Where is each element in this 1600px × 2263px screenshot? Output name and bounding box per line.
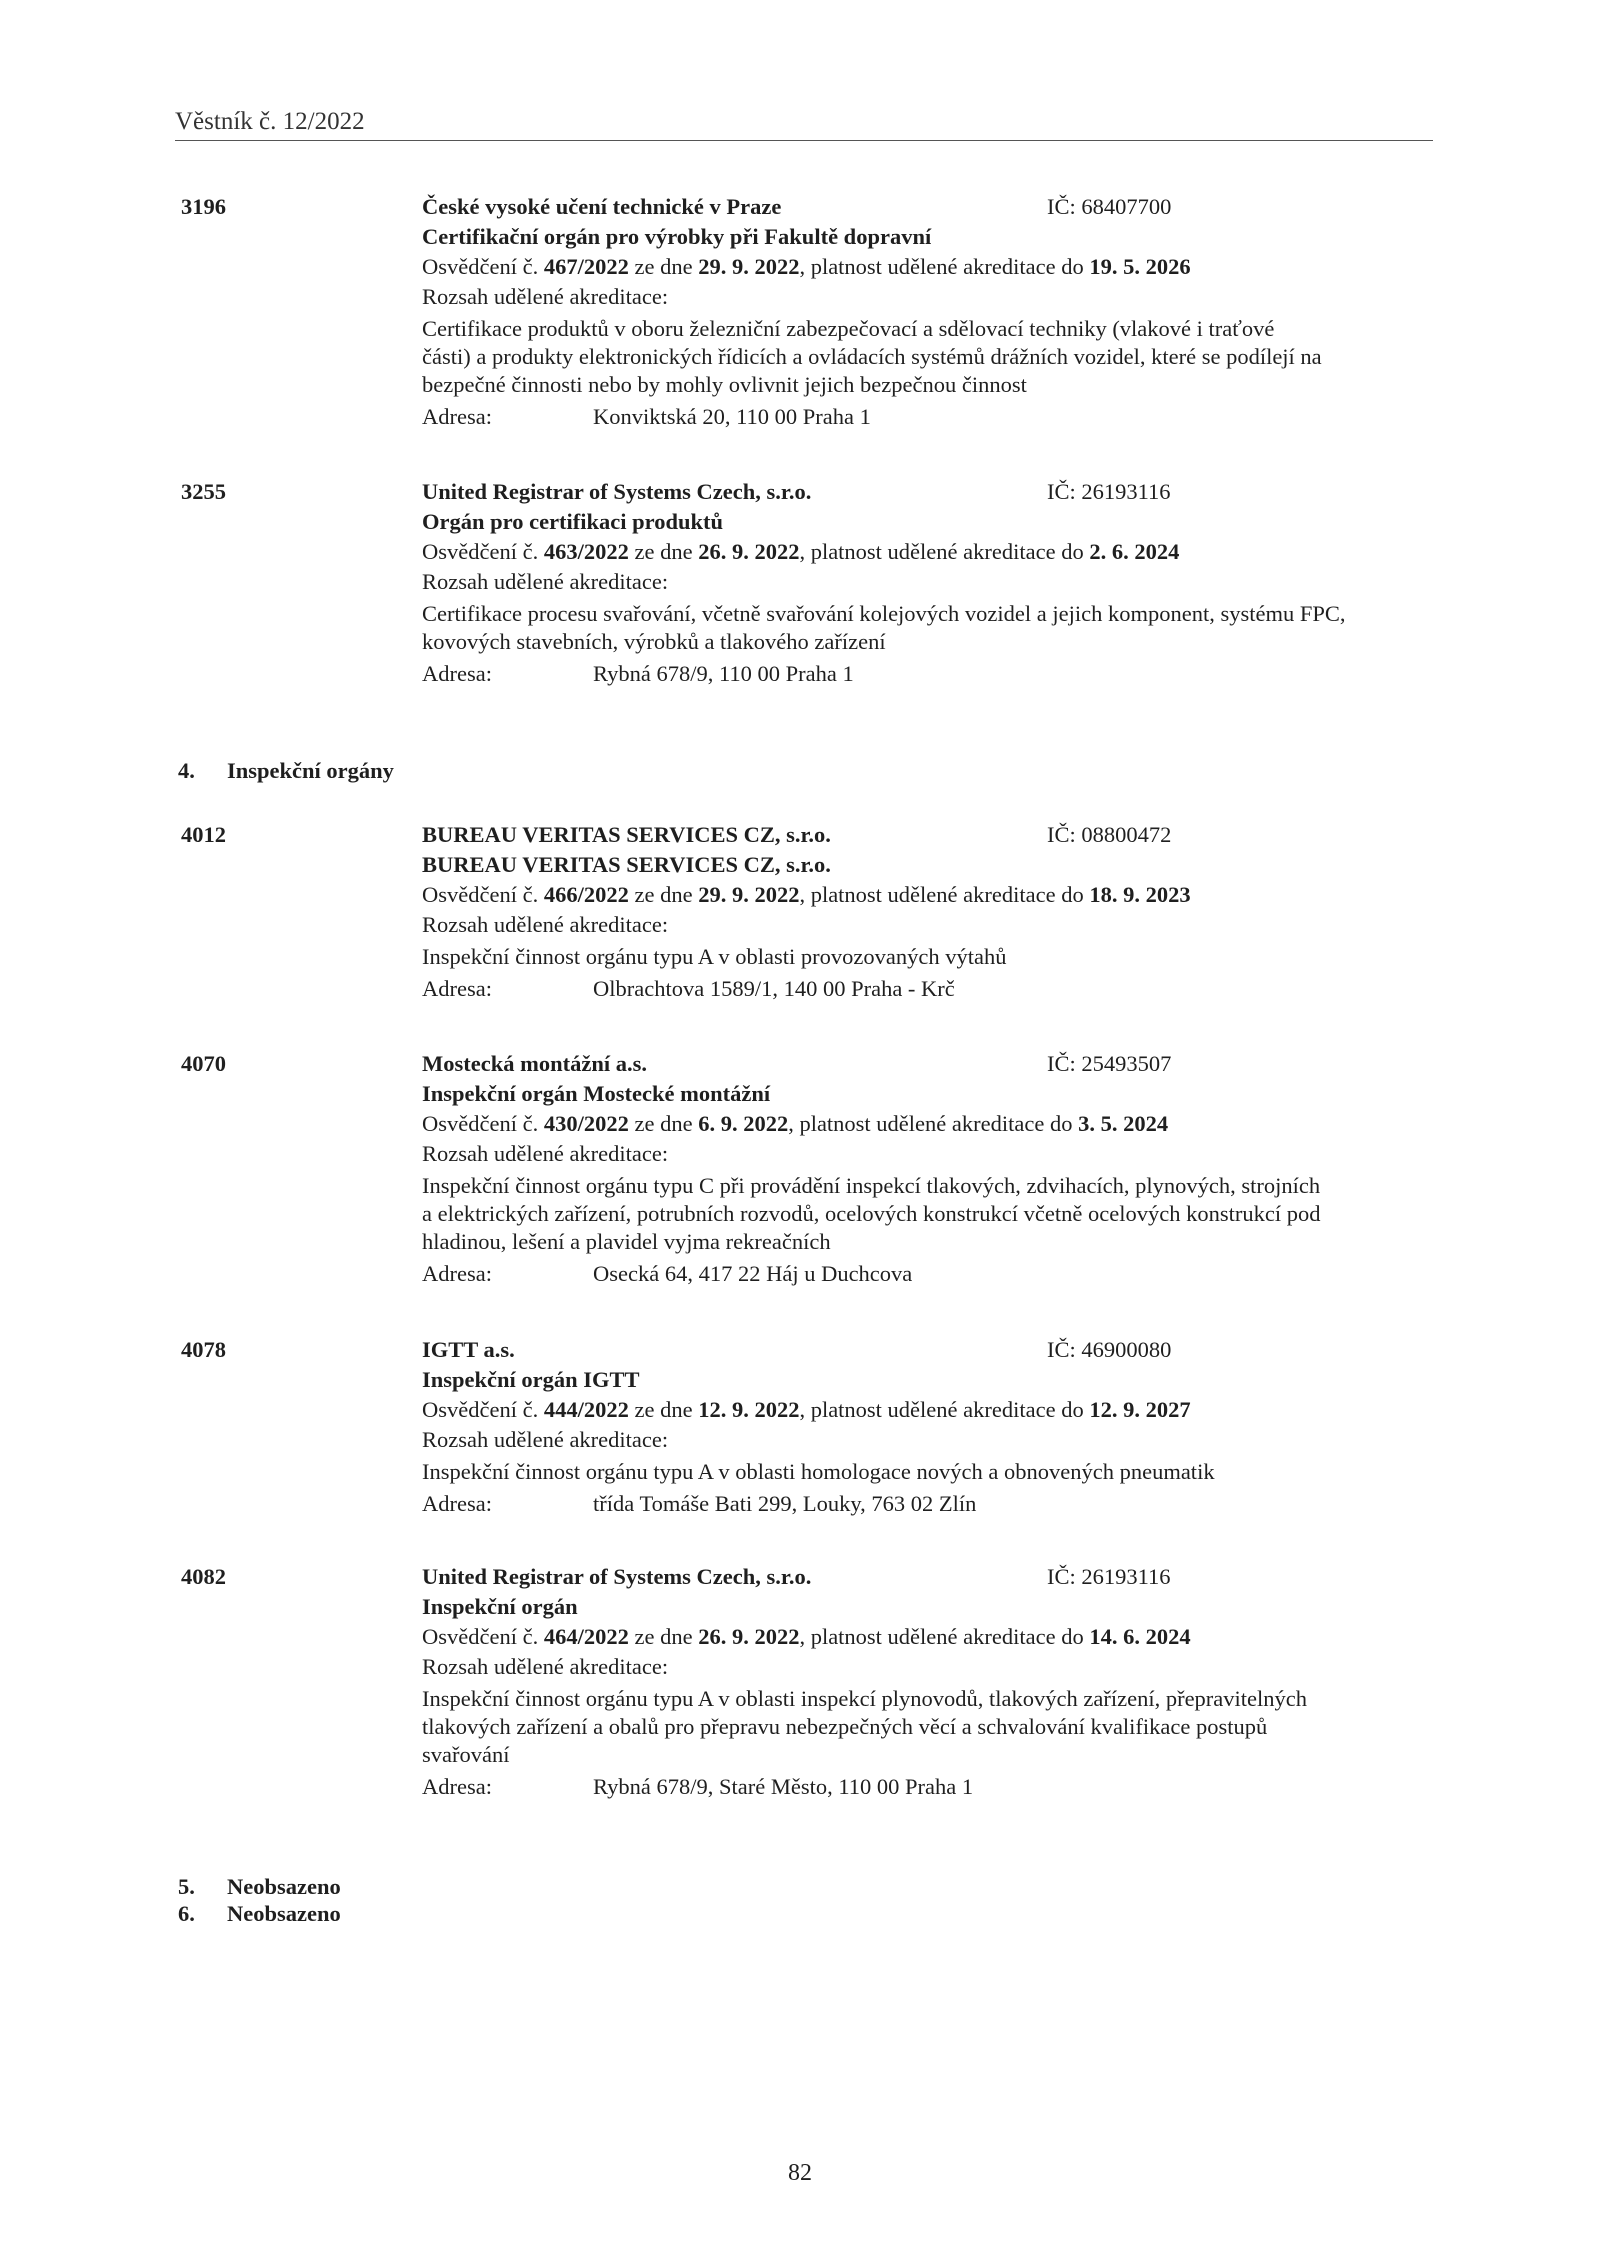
address-row — [422, 1772, 1438, 1802]
ic-number: IČ: 26193116 — [1047, 479, 1171, 504]
address-value: Olbrachtova 1589/1, 140 00 Praha - Krč — [593, 976, 955, 1001]
scope-text: Inspekční činnost orgánu typu A v oblasti provozovaných výtahů — [422, 944, 1007, 969]
ic-number: IČ: 08800472 — [1047, 822, 1172, 847]
scope-text: Certifikace procesu svařování, včetně svařování kolejových vozidel a jejich komponent, systému FPC, kovových stavebních, výrobků a tlakového zařízení — [422, 601, 1346, 654]
entry-number: 4082 — [181, 1564, 226, 1589]
ic-number: IČ: 25493507 — [1047, 1051, 1172, 1076]
scope-text: Inspekční činnost orgánu typu A v oblasti inspekcí plynovodů, tlakových zařízení, přepravitelných tlakových zařízení a obalů pro přepravu nebezpečných věcí a schvalování kvalifikace postupů svařování — [422, 1686, 1308, 1767]
entry-4082 — [178, 1562, 1438, 1802]
address-label: Adresa: — [422, 661, 492, 686]
entry-number: 3196 — [181, 194, 226, 219]
certificate-line: Osvědčení č. 444/2022 ze dne 12. 9. 2022, platnost udělené akreditace do 12. 9. 2027 — [422, 1397, 1191, 1422]
address-value: Rybná 678/9, 110 00 Praha 1 — [593, 661, 854, 686]
certificate-line: Osvědčení č. 430/2022 ze dne 6. 9. 2022, platnost udělené akreditace do 3. 5. 2024 — [422, 1111, 1169, 1136]
entity-name: IGTT a.s. — [422, 1337, 515, 1362]
certificate-line: Osvědčení č. 467/2022 ze dne 29. 9. 2022, platnost udělené akreditace do 19. 5. 2026 — [422, 254, 1191, 279]
entity-name: BUREAU VERITAS SERVICES CZ, s.r.o. — [422, 822, 831, 847]
entity-name: United Registrar of Systems Czech, s.r.o. — [422, 479, 812, 504]
scope-label: Rozsah udělené akreditace: — [422, 284, 669, 309]
entity-name: Mostecká montážní a.s. — [422, 1051, 647, 1076]
scope-label: Rozsah udělené akreditace: — [422, 912, 669, 937]
page-header — [175, 108, 1433, 141]
scope-text: Inspekční činnost orgánu typu C při provádění inspekcí tlakových, zdvihacích, plynových, strojních a elektrických zařízení, potrubních rozvodů, ocelových konstrukcí včetně ocelových konstrukcí pod hladinou, lešení a plavidel vyjma rekreačních — [422, 1173, 1321, 1254]
ic-number: IČ: 46900080 — [1047, 1337, 1172, 1362]
address-row — [422, 402, 1438, 432]
scope-label: Rozsah udělené akreditace: — [422, 1427, 669, 1452]
certificate-line: Osvědčení č. 464/2022 ze dne 26. 9. 2022, platnost udělené akreditace do 14. 6. 2024 — [422, 1624, 1191, 1649]
section-number: 5. — [178, 1874, 195, 1899]
address-label: Adresa: — [422, 1261, 492, 1286]
entry-3196 — [178, 192, 1438, 432]
unit-name: Inspekční orgán IGTT — [422, 1367, 640, 1392]
scope-text: Inspekční činnost orgánu typu A v oblasti homologace nových a obnovených pneumatik — [422, 1459, 1215, 1484]
address-label: Adresa: — [422, 404, 492, 429]
entry-4012 — [178, 820, 1438, 1004]
unit-name: Inspekční orgán — [422, 1594, 578, 1619]
scope-label: Rozsah udělené akreditace: — [422, 1141, 669, 1166]
address-value: Konviktská 20, 110 00 Praha 1 — [593, 404, 871, 429]
certificate-line: Osvědčení č. 463/2022 ze dne 26. 9. 2022, platnost udělené akreditace do 2. 6. 2024 — [422, 539, 1180, 564]
address-value: Osecká 64, 417 22 Háj u Duchcova — [593, 1261, 913, 1286]
entry-4078 — [178, 1335, 1438, 1519]
address-row — [422, 659, 1438, 689]
unit-name: Certifikační orgán pro výrobky při Fakultě dopravní — [422, 224, 932, 249]
entry-3255 — [178, 477, 1438, 689]
journal-title: Věstník č. 12/2022 — [175, 108, 365, 135]
section-title: Inspekční orgány — [227, 758, 394, 783]
address-row — [422, 1259, 1438, 1289]
unit-name: Orgán pro certifikaci produktů — [422, 509, 724, 534]
address-row — [422, 974, 1438, 1004]
ic-number: IČ: 68407700 — [1047, 194, 1172, 219]
scope-label: Rozsah udělené akreditace: — [422, 569, 669, 594]
address-value: Rybná 678/9, Staré Město, 110 00 Praha 1 — [593, 1774, 974, 1799]
certificate-line: Osvědčení č. 466/2022 ze dne 29. 9. 2022, platnost udělené akreditace do 18. 9. 2023 — [422, 882, 1191, 907]
ic-number: IČ: 26193116 — [1047, 1564, 1171, 1589]
entry-4070 — [178, 1049, 1438, 1289]
address-label: Adresa: — [422, 1491, 492, 1516]
entry-number: 3255 — [181, 479, 226, 504]
section-heading-4 — [178, 756, 394, 786]
address-value: třída Tomáše Bati 299, Louky, 763 02 Zlín — [593, 1491, 977, 1516]
entry-number: 4012 — [181, 822, 226, 847]
entry-number: 4078 — [181, 1337, 226, 1362]
entity-name: České vysoké učení technické v Praze — [422, 194, 782, 219]
entity-name: United Registrar of Systems Czech, s.r.o. — [422, 1564, 812, 1589]
unit-name: Inspekční orgán Mostecké montážní — [422, 1081, 771, 1106]
address-label: Adresa: — [422, 1774, 492, 1799]
page-number: 82 — [788, 2160, 812, 2186]
scope-text: Certifikace produktů v oboru železniční zabezpečovací a sdělovací techniky (vlakové i traťové části) a produkty elektronických řídicích a ovládacích systémů drážních vozidel, které se podílejí na bezpečné činnosti nebo by mohly ovlivnit jejich bezpečnou činnost — [422, 316, 1322, 397]
address-label: Adresa: — [422, 976, 492, 1001]
section-heading-5 — [178, 1872, 341, 1902]
section-title: Neobsazeno — [227, 1874, 341, 1899]
section-number: 6. — [178, 1901, 195, 1926]
unit-name: BUREAU VERITAS SERVICES CZ, s.r.o. — [422, 852, 831, 877]
section-number: 4. — [178, 758, 195, 783]
section-title: Neobsazeno — [227, 1901, 341, 1926]
section-heading-6 — [178, 1899, 341, 1929]
scope-label: Rozsah udělené akreditace: — [422, 1654, 669, 1679]
address-row — [422, 1489, 1438, 1519]
entry-number: 4070 — [181, 1051, 226, 1076]
